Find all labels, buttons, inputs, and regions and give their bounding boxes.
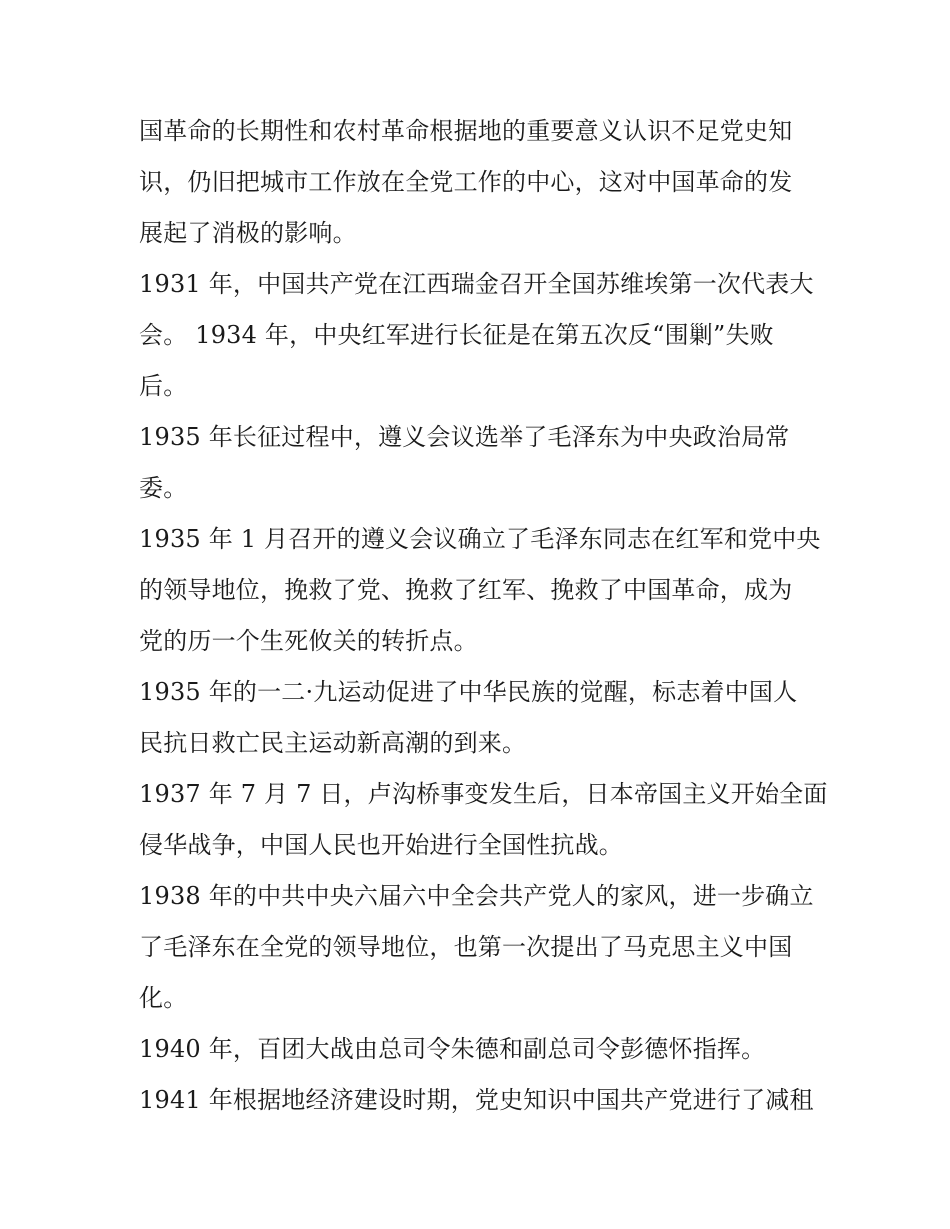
text-line: 党的历一个生死攸关的转折点。 [139, 627, 478, 655]
text-line: 1940 年，百团大战由总司令朱德和副总司令彭德怀指挥。 [139, 1035, 766, 1063]
text-line: 识，仍旧把城市工作放在全党工作的中心，这对中国革命的发 [139, 168, 793, 196]
text-line: 1935 年长征过程中，遵义会议选举了毛泽东为中央政治局常 [139, 423, 790, 451]
text-line: 展起了消极的影响。 [139, 219, 357, 247]
text-line: 了毛泽东在全党的领导地位，也第一次提出了马克思主义中国 [139, 933, 793, 961]
text-line: 的领导地位，挽救了党、挽救了红军、挽救了中国革命，成为 [139, 576, 793, 604]
text-line: 1931 年，中国共产党在江西瑞金召开全国苏维埃第一次代表大 [139, 270, 814, 298]
text-line: 委。 [139, 474, 188, 502]
text-line: 后。 [139, 372, 188, 400]
text-line: 1938 年的中共中央六届六中全会共产党人的家风，进一步确立 [139, 882, 814, 910]
text-line: 侵华战争，中国人民也开始进行全国性抗战。 [139, 831, 623, 859]
text-line: 国革命的长期性和农村革命根据地的重要意义认识不足党史知 [139, 117, 793, 145]
text-line: 化。 [139, 984, 188, 1012]
text-line: 1935 年 1 月召开的遵义会议确立了毛泽东同志在红军和党中央 [139, 525, 821, 553]
text-line: 民抗日救亡民主运动新高潮的到来。 [139, 729, 527, 757]
text-line: 1941 年根据地经济建设时期，党史知识中国共产党进行了减租 [139, 1086, 814, 1114]
text-line: 1935 年的一二·九运动促进了中华民族的觉醒，标志着中国人 [139, 678, 798, 706]
document-body [139, 106, 828, 1126]
text-line: 1937 年 7 月 7 日，卢沟桥事变发生后，日本帝国主义开始全面 [139, 780, 828, 808]
text-line: 会。 1934 年，中央红军进行长征是在第五次反“围剿”失败 [139, 321, 774, 349]
